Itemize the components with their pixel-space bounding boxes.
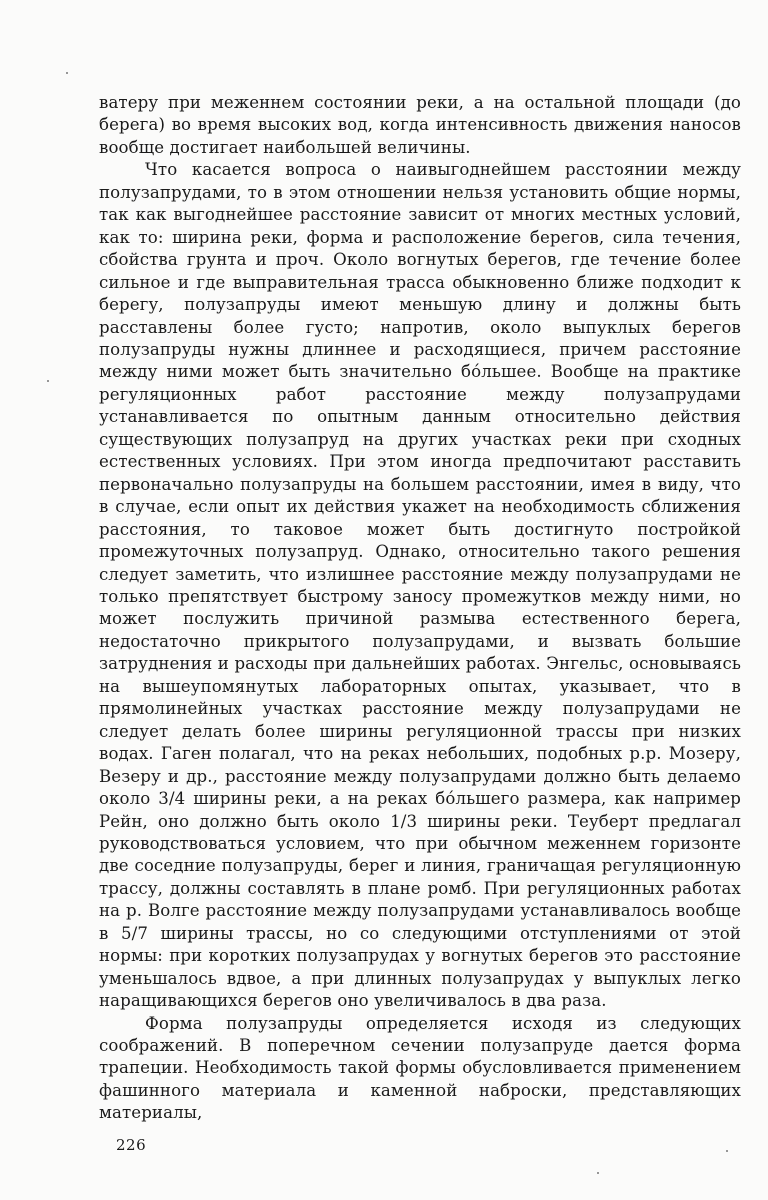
scan-speck bbox=[726, 1150, 728, 1152]
scan-speck bbox=[597, 1172, 599, 1174]
page-number: 226 bbox=[116, 1136, 147, 1154]
scan-speck bbox=[66, 72, 68, 74]
scan-speck bbox=[47, 380, 49, 382]
paragraph-continuation: ватеру при меженнем состоянии реки, а на остальной площади (до берега) во время высоких вод, когда интенсивность движения наносов вообще достигает наибольшей величины. bbox=[99, 93, 741, 157]
body-text bbox=[99, 92, 741, 1125]
paragraph-groyne-spacing: Что касается вопроса о наивыгоднейшем расстоянии между полузапрудами, то в этом отношении нельзя установить общие нормы, так как выгоднейшее расстояние зависит от многих местных условий, как то: ширина реки, форма и расположение берегов, сила течения, сбойства грунта и проч. Около вогнутых берегов, где течение более сильное и где выправительная трасса обыкновенно ближе подходит к берегу, полузапруды имеют меньшую длину и должны быть расставлены более густо; напротив, около выпуклых берегов полузапруды нужны длиннее и расходящиеся, причем расстояние между ними может быть значительно бо́льшее. Вообще на практике регуляционных работ расстояние между полузапрудами устанавливается по опытным данным относительно действия существующих полузапруд на других участках реки при сходных естественных условиях. При этом иногда предпочитают расставить первоначально полузапруды на большем расстоянии, имея в виду, что в случае, если опыт их действия укажет на необходимость сближения расстояния, то таковое может быть достигнуто постройкой промежуточных полузапруд. Однако, относительно такого решения следует заметить, что излишнее расстояние между полузапрудами не только препятствует быстрому заносу промежутков между ними, но может послужить причиной размыва естественного берега, недостаточно прикрытого полузапрудами, и вызвать большие затруднения и расходы при дальнейших работах. Энгельс, основываясь на вышеупомянутых лабораторных опытах, указывает, что в прямолинейных участках расстояние между полузапрудами не следует делать более ширины регуляционной трассы при низких водах. Гаген полагал, что на реках небольших, подобных р.р. Мозеру, Везеру и др., расстояние между полузапрудами должно быть делаемо около 3/4 ширины реки, а на реках бо́льшего размера, как например Рейн, оно должно быть около 1/3 ширины реки. Теуберт предлагал руководствоваться условием, что при обычном меженнем горизонте две соседние полузапруды, берег и линия, граничащая регуляционную трассу, должны составлять в плане ромб. При регуляционных работах на р. Волге расстояние между полузапрудами устанавливалось вообще в 5/7 ширины трассы, но со следующими отступлениями от этой нормы: при коротких полузапрудах у вогнутых берегов это расстояние уменьшалось вдвое, а при длинных полузапрудах у выпуклых легко наращивающихся берегов оно увеличивалось в два раза. bbox=[99, 160, 741, 1011]
paragraph-groyne-shape: Форма полузапруды определяется исходя из следующих соображений. В поперечном сечении полузапруде дается форма трапеции. Необходимость такой формы обусловливается применением фашинного материала и каменной наброски, представляющих материалы, bbox=[99, 1013, 741, 1123]
